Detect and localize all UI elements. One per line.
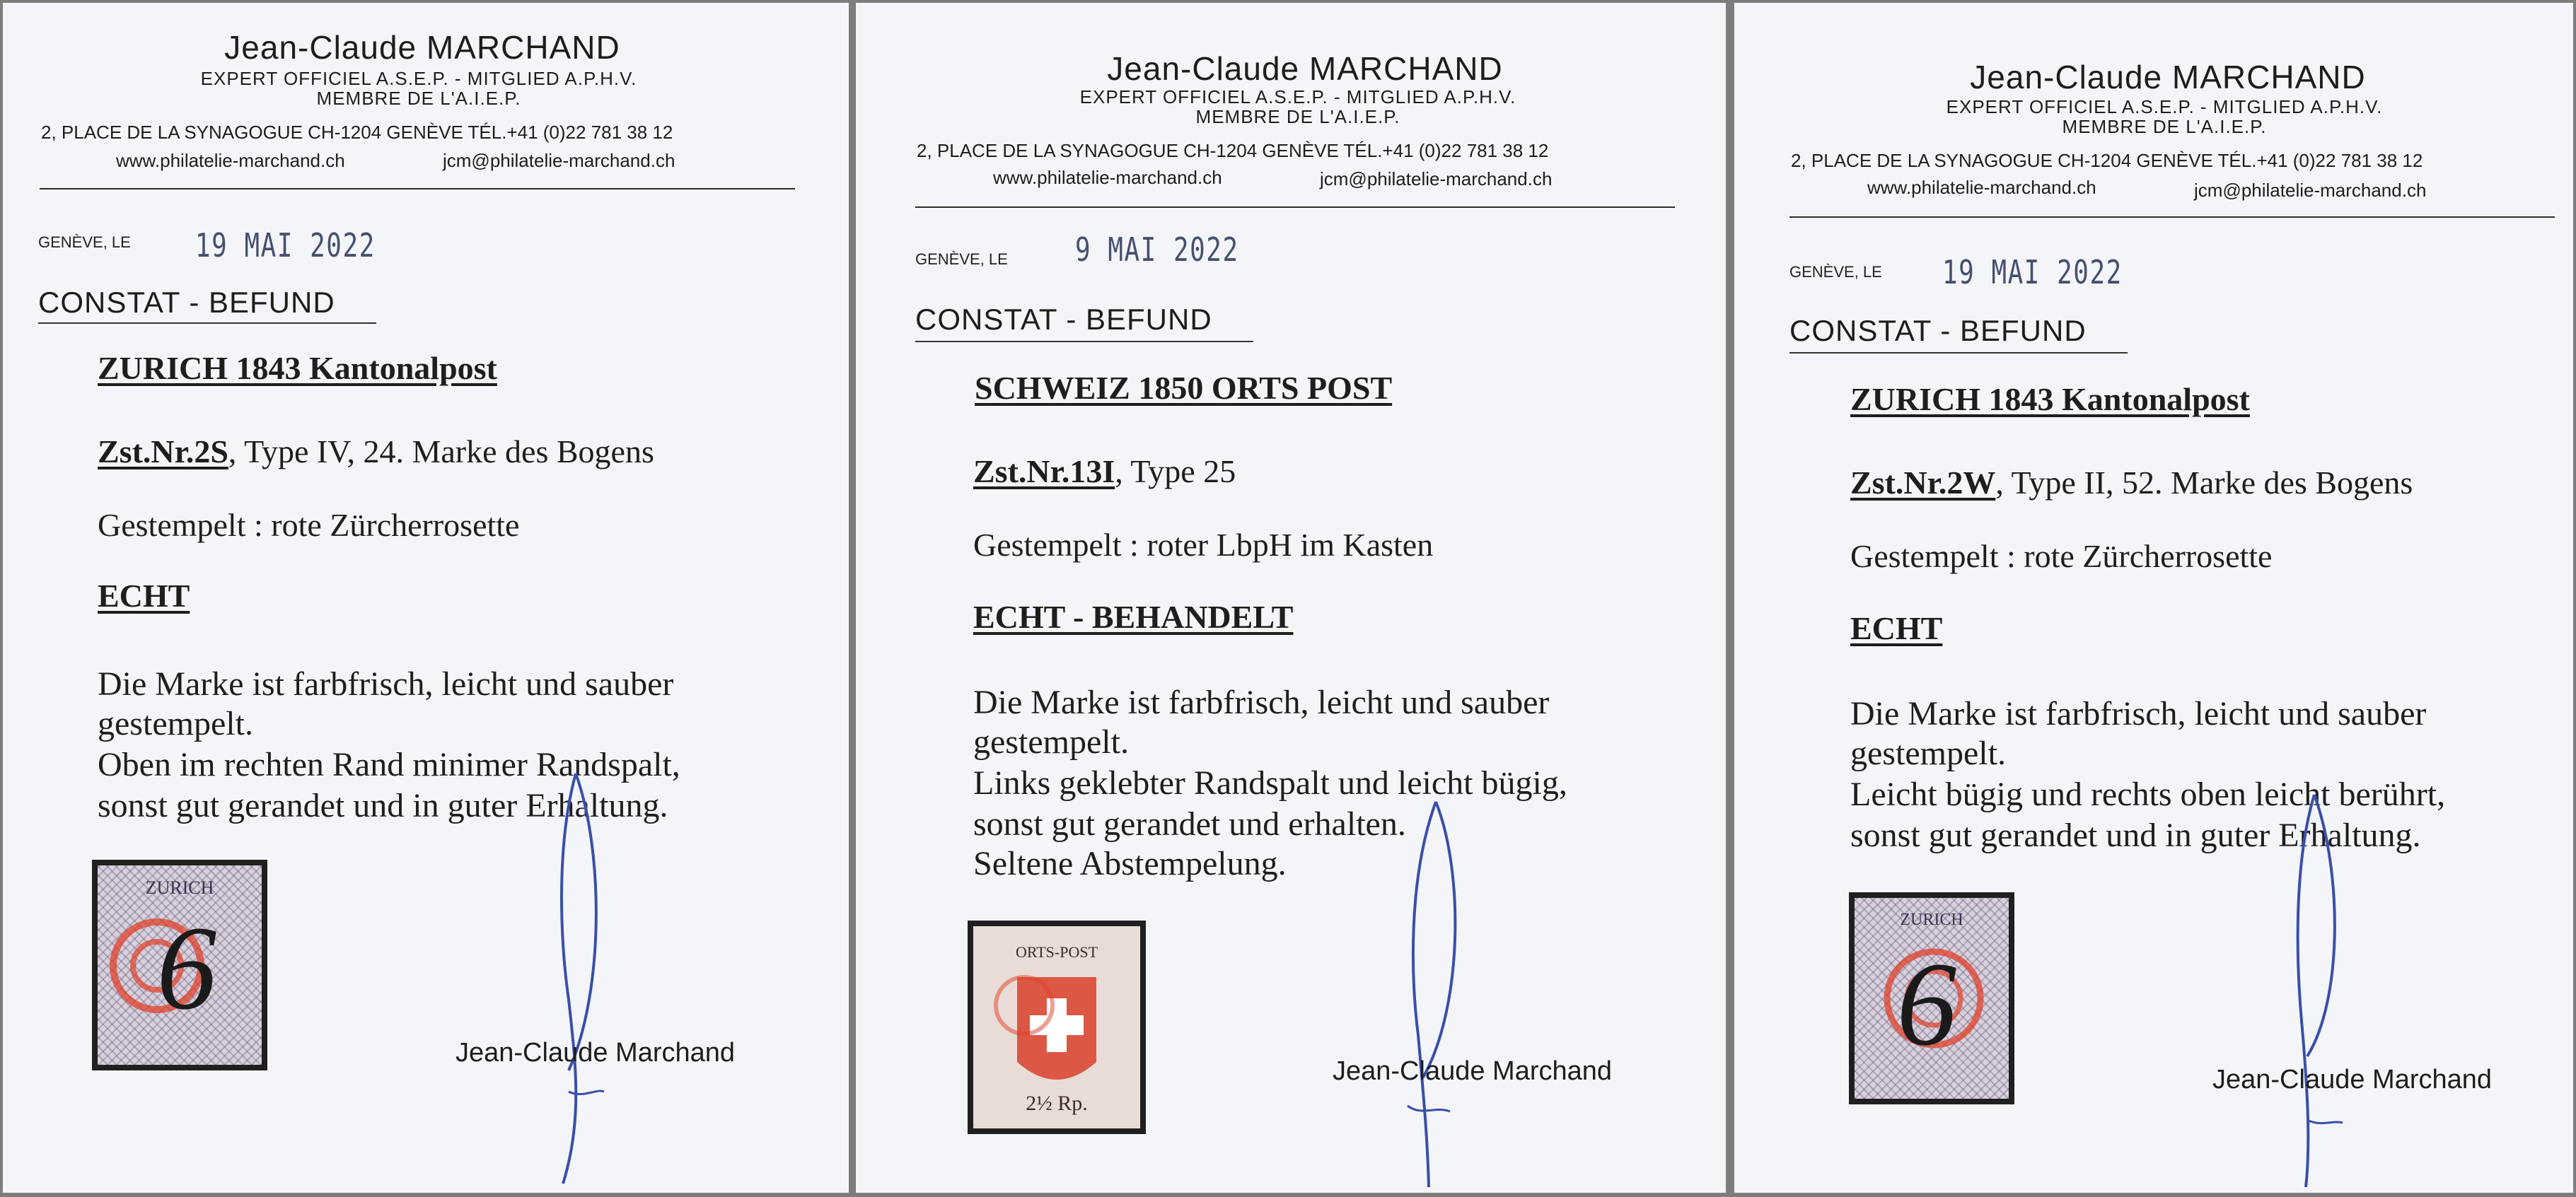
description-line: gestempelt. <box>973 723 1129 761</box>
cancellation: Gestempelt : rote Zürcherrosette <box>1850 538 2273 574</box>
catalog-reference <box>98 433 654 470</box>
signature-name: Jean-Claude Marchand <box>456 1038 736 1068</box>
stamp-value: 2½ Rp. <box>1026 1092 1088 1115</box>
expert-website: www.philatelie-marchand.ch <box>993 167 1222 188</box>
catalog-detail: , Type IV, 24. Marke des Bogens <box>228 433 654 469</box>
stamp-top-text: ZURICH <box>1900 911 1963 929</box>
description-line: gestempelt. <box>1850 735 2006 772</box>
stamp-top-text: ZURICH <box>145 877 214 898</box>
signature-name: Jean-Claude Marchand <box>1333 1056 1613 1086</box>
expert-name: Jean-Claude MARCHAND <box>1970 59 2366 95</box>
expert-membership: MEMBRE DE L'A.I.E.P. <box>316 88 521 109</box>
catalog-detail: , Type II, 52. Marke des Bogens <box>1995 465 2413 501</box>
certificate-1 <box>3 3 849 1193</box>
constat-underline <box>915 341 1253 342</box>
stamp-top-text: ORTS-POST <box>1015 943 1098 961</box>
description-line: Links geklebter Randspalt und leicht bügig, <box>973 764 1567 802</box>
date-label: GENÈVE, LE <box>38 233 131 251</box>
certificate-title: SCHWEIZ 1850 ORTS POST <box>975 370 1393 406</box>
stamp-value: 6 <box>156 901 217 1034</box>
zurich-stamp-design <box>92 860 267 1070</box>
date-label: GENÈVE, LE <box>1789 263 1882 281</box>
expert-name: Jean-Claude MARCHAND <box>224 29 620 66</box>
expert-address: 2, PLACE DE LA SYNAGOGUE CH-1204 GENÈVE TÉL.+41 (0)22 781 38 12 <box>1791 150 2423 171</box>
catalog-reference <box>1850 464 2413 501</box>
description-line: Leicht bügig und rechts oben leicht berührt, <box>1850 776 2446 813</box>
catalog-detail: , Type 25 <box>1115 453 1236 489</box>
header-rule <box>915 206 1675 208</box>
expert-affiliations: EXPERT OFFICIEL A.S.E.P. - MITGLIED A.P.H.V. <box>200 68 637 89</box>
cancellation: Gestempelt : rote Zürcherrosette <box>98 507 520 543</box>
date-stamp: 9 MAI 2022 <box>1075 230 1239 269</box>
date-stamp: 19 MAI 2022 <box>1942 253 2123 291</box>
description-line: Die Marke ist farbfrisch, leicht und sauber <box>973 684 1550 721</box>
stamp-image <box>1849 892 2014 1104</box>
expert-affiliations: EXPERT OFFICIEL A.S.E.P. - MITGLIED A.P.H.V. <box>1079 86 1516 107</box>
date-stamp: 19 MAI 2022 <box>195 226 376 264</box>
certificate-3 <box>1734 3 2573 1193</box>
constat-underline <box>38 322 376 324</box>
expert-website: www.philatelie-marchand.ch <box>1867 177 2096 198</box>
constat-underline <box>1789 352 2128 354</box>
expert-membership: MEMBRE DE L'A.I.E.P. <box>2062 116 2267 137</box>
stamp-image <box>968 921 1146 1134</box>
verdict: ECHT <box>1850 610 1943 646</box>
certificate-2 <box>856 3 1726 1193</box>
description-line: Seltene Abstempelung. <box>973 845 1287 882</box>
description-line: Die Marke ist farbfrisch, leicht und sauber <box>1850 695 2427 732</box>
constat-heading: CONSTAT - BEFUND <box>915 303 1212 336</box>
header-rule <box>1789 216 2555 218</box>
cancellation: Gestempelt : roter LbpH im Kasten <box>973 527 1434 563</box>
description-line: sonst gut gerandet und in guter Erhaltung. <box>1850 817 2421 854</box>
verdict: ECHT - BEHANDELT <box>973 599 1294 635</box>
expert-name: Jean-Claude MARCHAND <box>1107 50 1503 87</box>
stamp-value: 6 <box>1896 938 1957 1070</box>
handwritten-signature <box>526 766 625 1191</box>
certificate-title: ZURICH 1843 Kantonalpost <box>1850 381 2250 417</box>
expert-website: www.philatelie-marchand.ch <box>116 150 345 171</box>
zurich-stamp-design <box>1849 892 2014 1104</box>
catalog-number: Zst.Nr.2S <box>98 433 228 469</box>
description-line: Die Marke ist farbfrisch, leicht und sauber <box>98 665 674 703</box>
constat-heading: CONSTAT - BEFUND <box>1789 314 2087 347</box>
verdict: ECHT <box>98 578 190 614</box>
description-line: sonst gut gerandet und in guter Erhaltung. <box>98 787 668 824</box>
header-rule <box>40 188 795 189</box>
expert-address: 2, PLACE DE LA SYNAGOGUE CH-1204 GENÈVE TÉL.+41 (0)22 781 38 12 <box>41 122 673 143</box>
expert-email: jcm@philatelie-marchand.ch <box>2194 180 2427 201</box>
expert-address: 2, PLACE DE LA SYNAGOGUE CH-1204 GENÈVE TÉL.+41 (0)22 781 38 12 <box>917 140 1549 161</box>
stamp-image <box>92 860 267 1070</box>
expert-membership: MEMBRE DE L'A.I.E.P. <box>1195 106 1400 127</box>
description-line: gestempelt. <box>98 705 253 742</box>
handwritten-signature <box>1379 795 1478 1191</box>
catalog-number: Zst.Nr.2W <box>1850 465 1996 501</box>
description-line: sonst gut gerandet und erhalten. <box>973 805 1406 843</box>
orts-post-stamp-design <box>968 921 1146 1134</box>
signature-name: Jean-Claude Marchand <box>2212 1065 2493 1094</box>
certificate-title: ZURICH 1843 Kantonalpost <box>98 350 497 386</box>
expert-email: jcm@philatelie-marchand.ch <box>1320 168 1553 189</box>
constat-heading: CONSTAT - BEFUND <box>38 286 335 319</box>
expert-email: jcm@philatelie-marchand.ch <box>443 150 675 171</box>
catalog-number: Zst.Nr.13I <box>973 453 1115 489</box>
handwritten-signature <box>2272 788 2357 1191</box>
date-label: GENÈVE, LE <box>915 250 1008 268</box>
catalog-reference <box>973 452 1236 490</box>
description-line: Oben im rechten Rand minimer Randspalt, <box>98 746 680 783</box>
expert-affiliations: EXPERT OFFICIEL A.S.E.P. - MITGLIED A.P.H.V. <box>1946 96 2383 117</box>
